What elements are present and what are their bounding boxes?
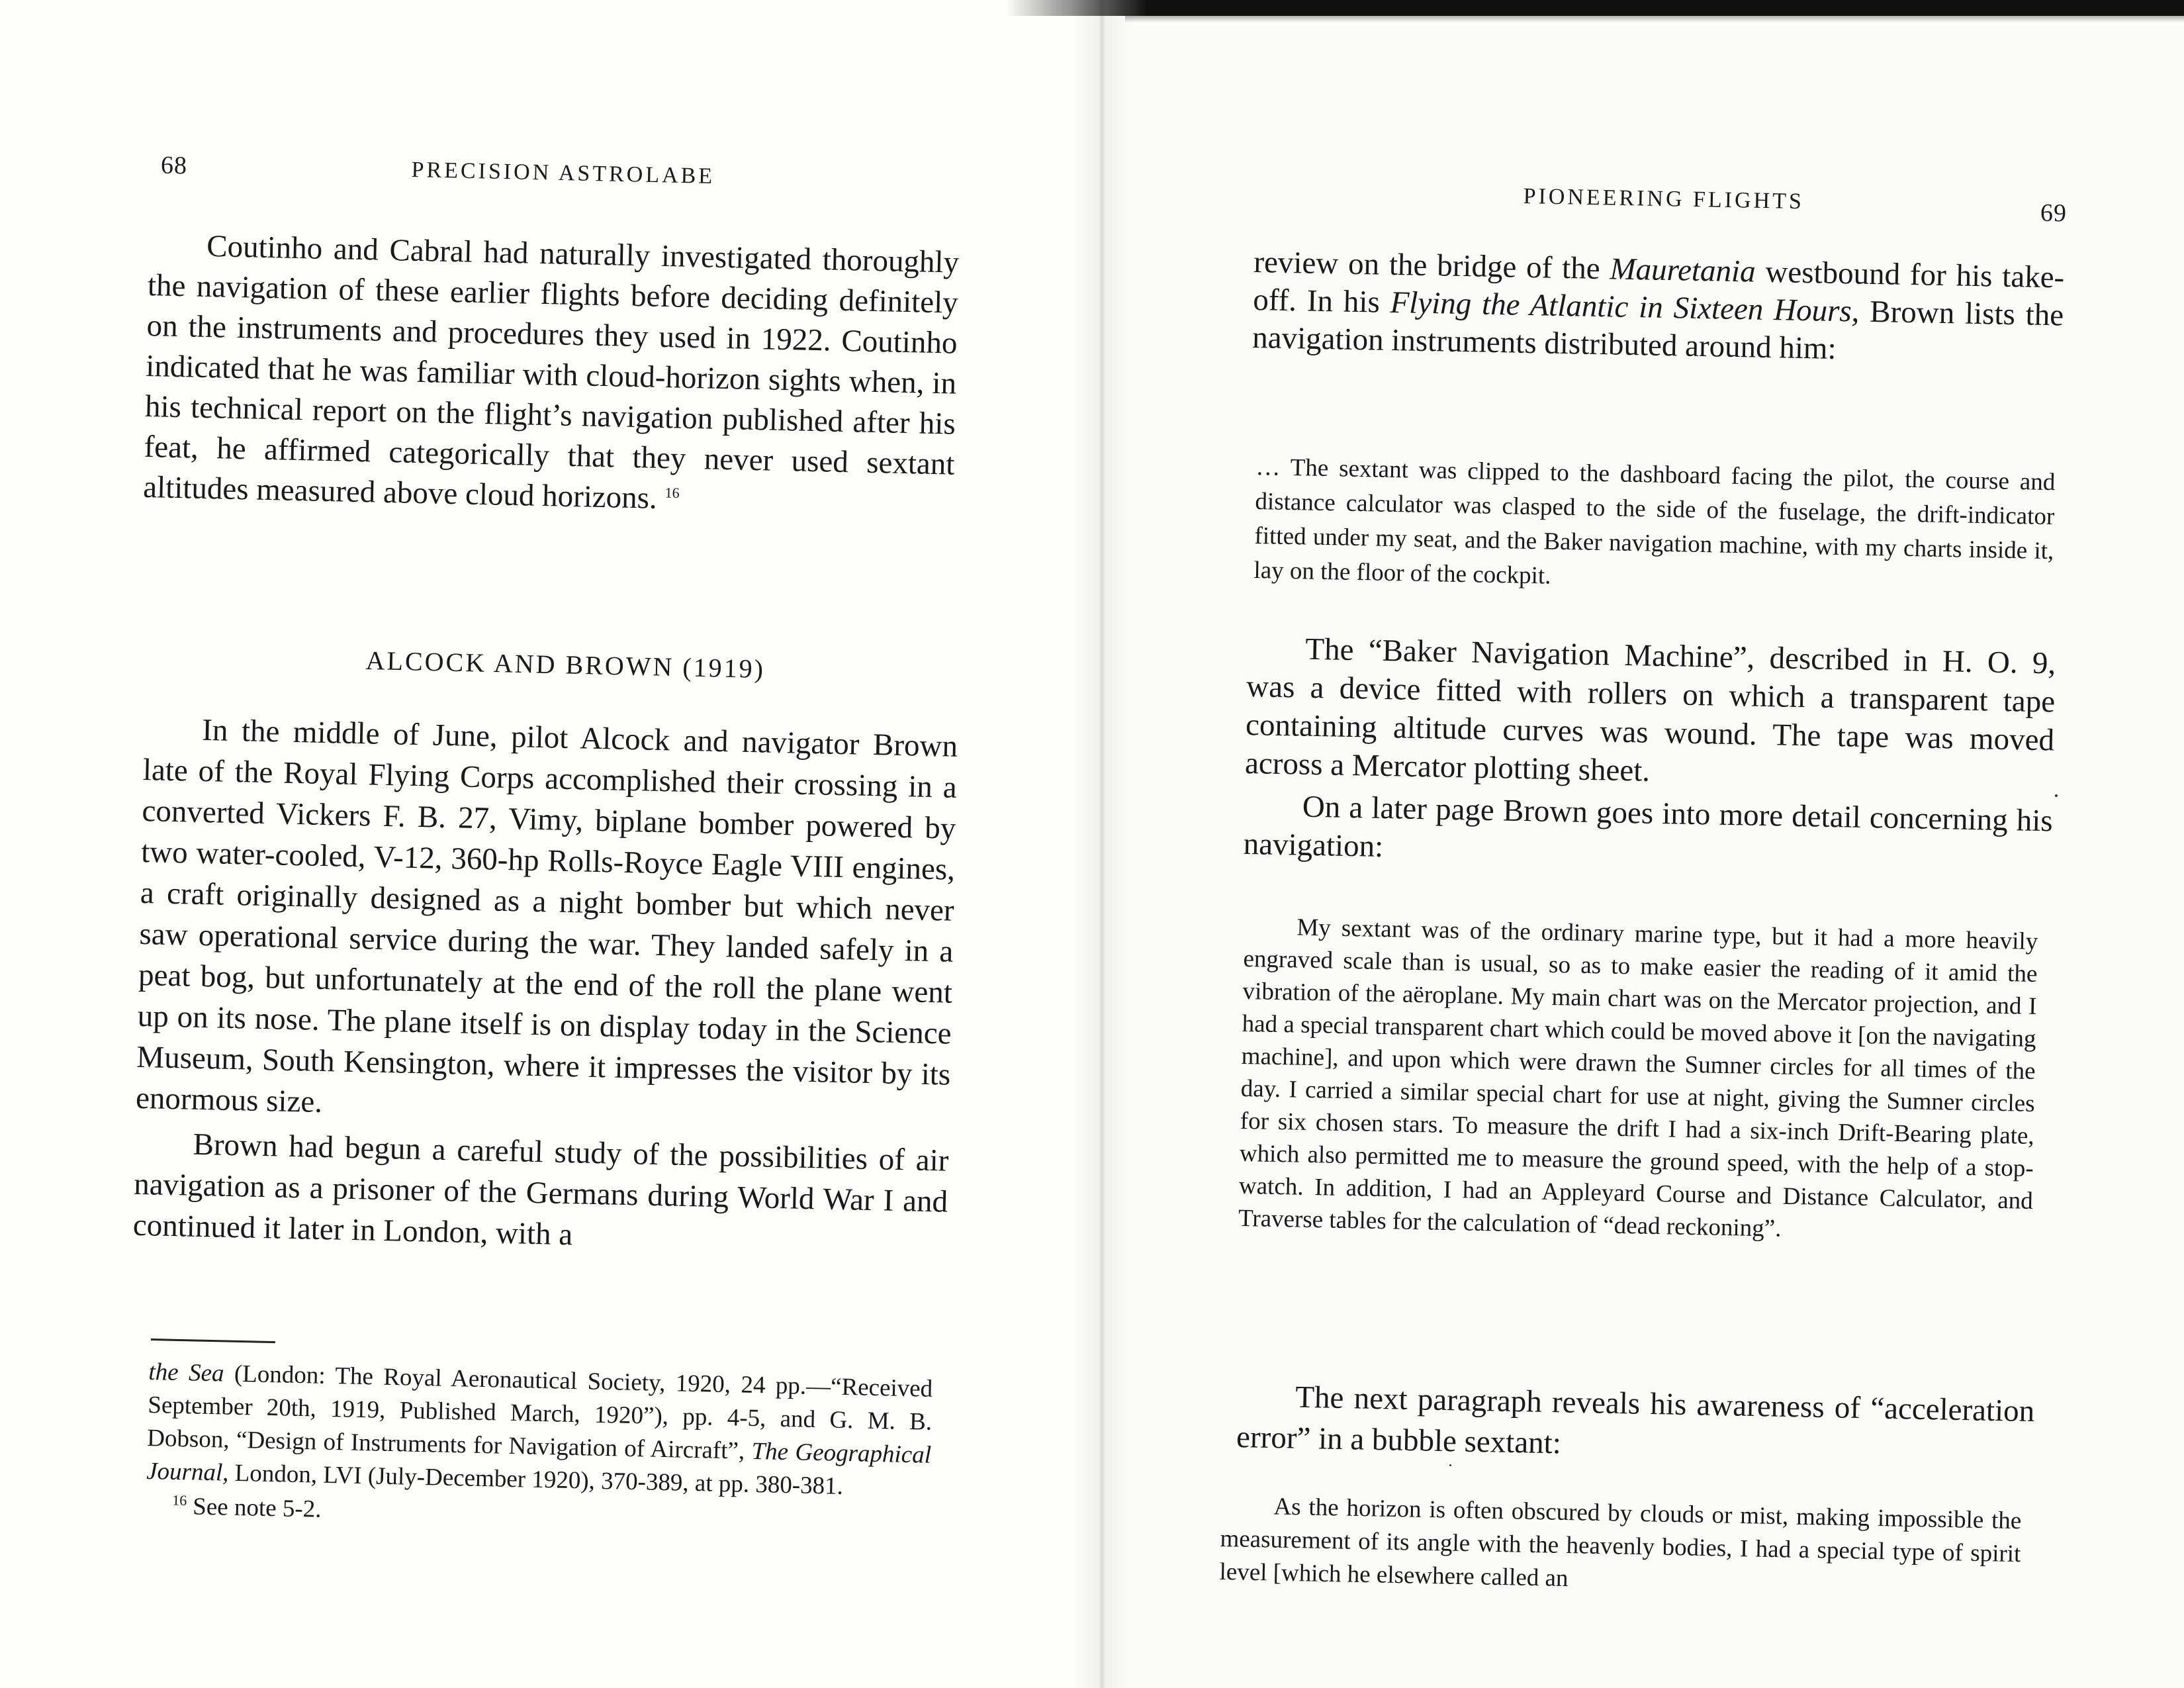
paragraph-acceleration-error: The next paragraph reveals his awareness of “acceleration error” in a bubble sextant: — [1236, 1380, 2035, 1461]
intro-paragraph-text: Coutinho and Cabral had naturally investigated thoroughly the navigation of these earlier flights before deciding definitely on the instruments and procedures they used in 1922. Coutinho indicated that he was familiar with cloud-horizon sights when, in his technical report on the flight’s navigation published after his feat, he affirmed categorically that they never used sextant altitudes measured above cloud horizons. — [142, 228, 960, 516]
left-running-head: PRECISION ASTROLABE — [411, 158, 715, 189]
scanner-edge-shadow — [1125, 16, 2184, 23]
left-page-number: 68 — [160, 151, 188, 180]
scanner-edge — [1006, 0, 2184, 16]
footnote-16-text: See note 5-2. — [192, 1493, 322, 1523]
block-quote-sextant — [1238, 910, 2038, 1250]
book-gutter — [1072, 0, 1132, 1688]
quote-horizon-text: As the horizon is often obscured by clouds or mist, making impossible the measurement of its angle with the heavenly bodies, I had a special type of spirit level [which he elsewhere called an — [1219, 1493, 2022, 1593]
right-opening-text — [1252, 244, 2065, 372]
paragraph-later-page: On a later page Brown goes into more detail concerning his navigation: — [1243, 789, 2054, 864]
paragraph-brown-study: Brown had begun a careful study of the possibilities of air navigation as a prisoner of the Germans during World War I and continued it later in London, with a — [132, 1127, 949, 1252]
intro-text-block — [143, 225, 960, 526]
footnotes — [146, 1356, 933, 1540]
footnote-journal-1: the Sea — [148, 1358, 224, 1387]
quote-sextant-text: My sextant was of the ordinary marine type, but it had a more heavily engraved scale than is usual, so as to make easier the reading of it amid the vibration of the aëroplane. My main chart was on the Mercator projection, and I had a special transparent chart which could be moved above it [on the navigating machine], and upon which were drawn the Sumner circles for all times of the day. I carried a similar special chart for use at night, giving the Sumner circles for six chosen stars. To measure the drift I had a six-inch Drift-Bearing plate, which also permitted me to measure the ground speed, with the help of a stop-watch. In addition, I had an Appleyard Course and Distance Calculator, and Traverse tables for the calculation of “dead reckoning”. — [1238, 914, 2038, 1243]
section-heading: ALCOCK AND BROWN (1919) — [365, 645, 766, 684]
block-quote-instruments — [1253, 450, 2056, 603]
left-body-text — [132, 708, 958, 1264]
dust-speck — [2055, 794, 2058, 797]
footnote-text-1: (London: The Royal Aeronautical Society, 1920, 24 pp.—“Received September 20th, 1919, Published March, 1920”), pp. 4-5, and G. M. B. Dobson, “Design of Instruments for Navigation of Aircraft”, — [146, 1360, 933, 1465]
footnote-journal-2: The Geographical Journal, — [146, 1437, 932, 1487]
paragraph-baker-machine: The “Baker Navigation Machine”, described in H. O. 9, was a device fitted with rollers on which a transparent tape containing altitude curves was wound. The tape was moved across a Mercator plotting sheet. — [1244, 632, 2056, 788]
ship-name: Mauretania — [1609, 252, 1756, 289]
footnote-16-marker: 16 — [171, 1491, 187, 1509]
paragraph-alcock-brown: In the middle of June, pilot Alcock and navigator Brown late of the Royal Flying Corps accomplished their crossing in a converted Vickers F. B. 27, Vimy, biplane bomber powered by two water-cooled, V-12, 360-hp Rolls-Royce Eagle VIII engines, a craft originally designed as a night bomber but which never saw operational service during the war. They landed safely in a peat bog, but unfortunately at the end of the roll the plane went up on its nose. The plane itself is on display today in the Science Museum, South Kensington, where it impresses the visitor by its enormous size. — [135, 712, 958, 1120]
right-running-head: PIONEERING FLIGHTS — [1523, 184, 1805, 214]
intro-paragraph — [143, 225, 960, 526]
footnote-text-2: London, LVI (July-December 1920), 370-389, at pp. 380-381. — [228, 1459, 844, 1500]
right-body-text-2 — [1236, 1376, 2035, 1473]
opening-text-2: westbound for his take-off. In his — [1252, 254, 2065, 320]
right-page-number: 69 — [2040, 199, 2068, 228]
quote-instruments-text: … The sextant was clipped to the dashboard facing the pilot, the course and distance calculator was clasped to the side of the fuselage, the drift-indicator fitted under my seat, and the Baker navigation machine, with my charts inside it, lay on the floor of the cockpit. — [1253, 453, 2056, 590]
right-body-text — [1243, 629, 2056, 878]
footnote-continued — [146, 1356, 933, 1505]
footnote-ref-16[interactable]: 16 — [664, 484, 680, 501]
paragraph-instruments — [1252, 244, 2065, 372]
opening-text-1: review on the bridge of the — [1253, 244, 1610, 287]
book-title: Flying the Atlantic in Sixteen Hours, — [1390, 285, 1860, 329]
opening-text-3: Brown lists the navigation instruments distributed around him: — [1251, 294, 2064, 366]
block-quote-horizon — [1219, 1489, 2022, 1604]
dust-speck — [1449, 1464, 1451, 1466]
